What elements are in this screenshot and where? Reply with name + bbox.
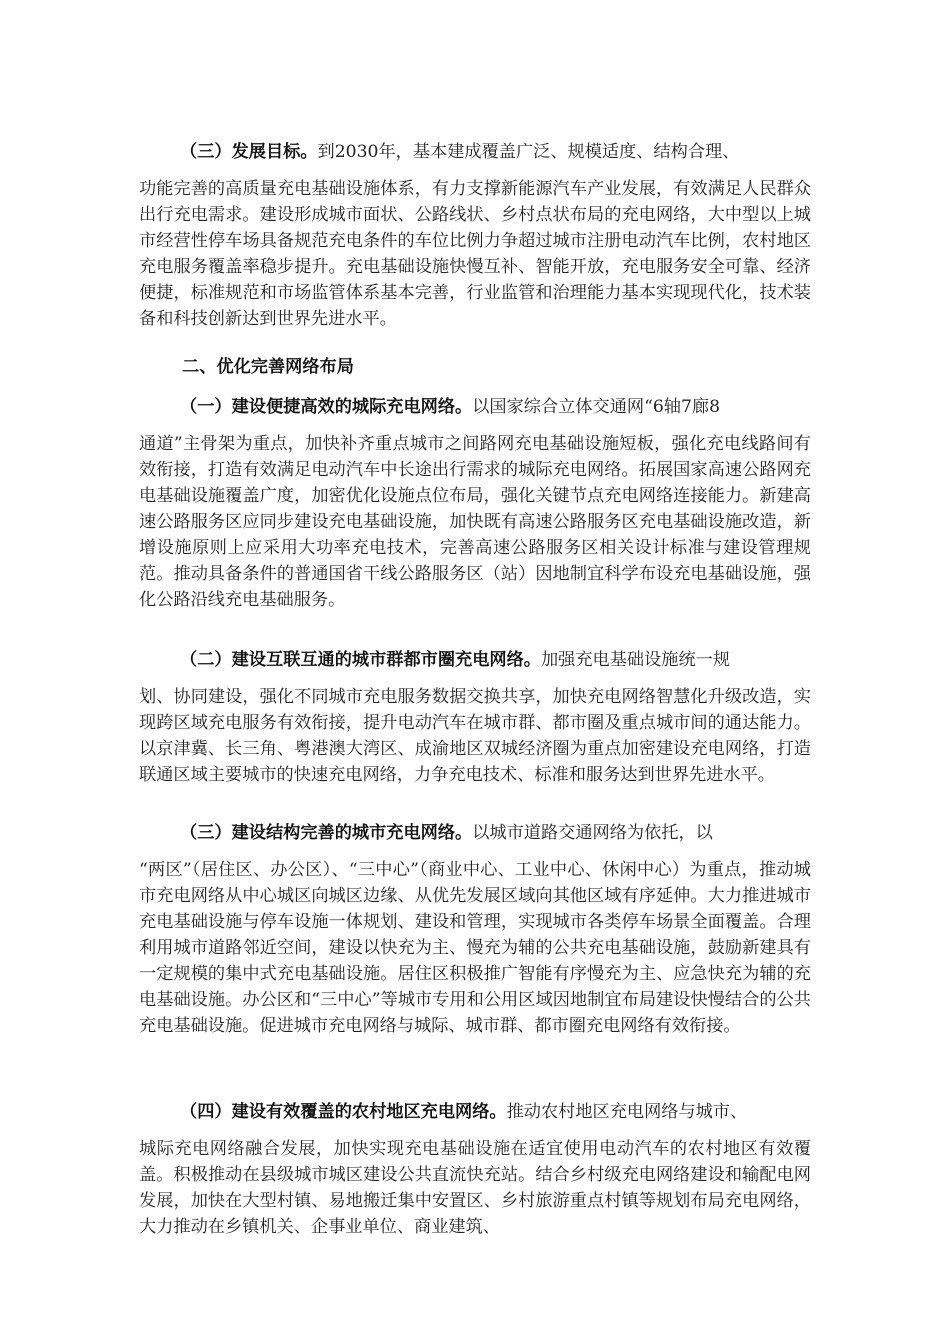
goal-lead-line bbox=[139, 139, 811, 165]
goal-body: 功能完善的高质量充电基础设施体系，有力支撑新能源汽车产业发展，有效满足人民群众出行充电需求。建设形成城市面状、公路线状、乡村点状布局的充电网络，大中型以上城市经营性停车场具备规范充电条件的车位比例力争超过城市注册电动汽车比例，农村地区充电服务覆盖率稳步提升。充电基础设施快慢互补、智能开放，充电服务安全可靠、经济便捷，标准规范和市场监管体系基本完善，行业监管和治理能力基本实现现代化，技术装备和科技创新达到世界先进水平。 bbox=[139, 179, 811, 329]
rural-lead-text: 推动农村地区充电网络与城市、 bbox=[506, 1102, 748, 1122]
city-body: “两区”（居住区、办公区）、“三中心”（商业中心、工业中心、休闲中心）为重点，推动城市充电网络从中心城区向城区边缘、从优先发展区域向其他区域有序延伸。大力推进城市充电基础设施与停车设施一体规划、建设和管理，实现城市各类停车场景全面覆盖。合理利用城市道路邻近空间，建设以快充为主、慢充为辅的公共充电基础设施，鼓励新建具有一定规模的集中式充电基础设施。居住区积极推广智能有序慢充为主、应急快充为辅的充电基础设施。办公区和“三中心”等城市专用和公用区域因地制宜布局建设快慢结合的公共充电基础设施。促进城市充电网络与城际、城市群、都市圈充电网络有效衔接。 bbox=[139, 860, 811, 1036]
rural-body: 城际充电网络融合发展，加快实现充电基础设施在适宜使用电动汽车的农村地区有效覆盖。积极推动在县级城市城区建设公共直流快充站。结合乡村级充电网络建设和输配电网发展，加快在大型村镇、易地搬迁集中安置区、乡村旅游重点村镇等规划布局充电网络，大力推动在乡镇机关、企事业单位、商业建筑、 bbox=[139, 1139, 811, 1237]
goal-heading: （三）发展目标。 bbox=[180, 142, 318, 162]
intercity-body: 通道”主骨架为重点，加快补齐重点城市之间路网充电基础设施短板，强化充电线路间有效衔接，打造有效满足电动汽车中长途出行需求的城际充电网络。拓展国家高速公路网充电基础设施覆盖广度，加密优化设施点位布局，强化关键节点充电网络连接能力。新建高速公路服务区应同步建设充电基础设施，加快既有高速公路服务区充电基础设施改造，新增设施原则上应采用大功率充电技术，完善高速公路服务区相关设计标准与建设管理规范。推动具备条件的普通国省干线公路服务区（站）因地制宜科学布设充电基础设施，强化公路沿线充电基础服务。 bbox=[139, 434, 811, 610]
intercity-lead-line bbox=[139, 394, 811, 420]
metro-body: 划、协同建设，强化不同城市充电服务数据交换共享，加快充电网络智慧化升级改造，实现跨区域充电服务有效衔接，提升电动汽车在城市群、都市圈及重点城市间的通达能力。以京津冀、长三角、粤港澳大湾区、成渝地区双城经济圈为重点加密建设充电网络，打造联通区域主要城市的快速充电网络，力争充电技术、标准和服务达到世界先进水平。 bbox=[139, 687, 811, 785]
metro-lead-text: 加强充电基础设施统一规 bbox=[540, 650, 731, 670]
metro-heading: （二）建设互联互通的城市群都市圈充电网络。 bbox=[180, 650, 541, 670]
city-lead-line bbox=[139, 820, 811, 846]
goal-lead-text: 到2030年，基本建成覆盖广泛、规模适度、结构合理、 bbox=[317, 142, 740, 162]
rural-lead-line bbox=[139, 1099, 811, 1125]
intercity-heading: （一）建设便捷高效的城际充电网络。 bbox=[180, 397, 473, 417]
metro-lead-line bbox=[139, 647, 811, 673]
rural-heading: （四）建设有效覆盖的农村地区充电网络。 bbox=[180, 1102, 507, 1122]
city-lead-text: 以城市道路交通网络为依托，以 bbox=[472, 823, 713, 843]
section-heading-network-layout: 二、优化完善网络布局 bbox=[182, 357, 354, 377]
intercity-lead-text: 以国家综合立体交通网“6轴7廊8 bbox=[472, 397, 721, 417]
city-heading: （三）建设结构完善的城市充电网络。 bbox=[180, 823, 473, 843]
